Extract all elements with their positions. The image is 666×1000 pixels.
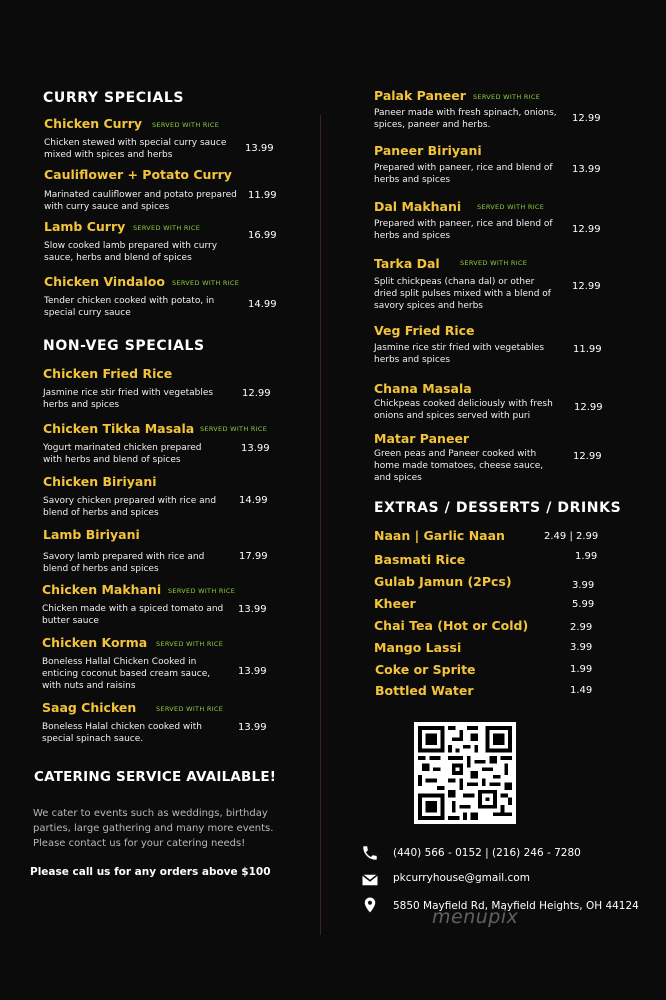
item-name: Palak Paneer bbox=[374, 88, 466, 103]
item-name: Chana Masala bbox=[374, 381, 472, 396]
item-description: Marinated cauliflower and potato prepared with curry sauce and spices bbox=[44, 190, 237, 212]
served-with-rice-tag: SERVED WITH RICE bbox=[473, 93, 541, 101]
item-name: Dal Makhani bbox=[374, 199, 462, 214]
item-name: Chicken Biriyani bbox=[43, 474, 157, 489]
location-pin-icon bbox=[361, 896, 379, 914]
qr-code-pattern bbox=[418, 726, 512, 820]
item-description: Green peas and Paneer cooked with home made tomatoes, cheese sauce, and spices bbox=[374, 449, 544, 483]
phone-numbers[interactable]: (440) 566 - 0152 | (216) 246 - 7280 bbox=[393, 847, 581, 859]
item-price: 1.49 bbox=[570, 685, 593, 696]
item-price: 2.99 bbox=[570, 622, 593, 633]
item-price: 13.99 bbox=[572, 164, 601, 175]
item-name: Naan | Garlic Naan bbox=[374, 528, 505, 543]
item-description: Prepared with paneer, rice and blend of herbs and spices bbox=[374, 163, 553, 185]
item-name: Cauliflower + Potato Curry bbox=[44, 167, 232, 182]
item-name: Mango Lassi bbox=[374, 640, 462, 655]
item-description: Boneless Hallal Chicken Cooked in enticing coconut based cream sauce, with nuts and raisins bbox=[42, 657, 211, 691]
item-price: 14.99 bbox=[248, 299, 277, 310]
item-description: Chickpeas cooked deliciously with fresh onions and spices served with puri bbox=[374, 399, 553, 421]
served-with-rice-tag: SERVED WITH RICE bbox=[200, 425, 268, 433]
orders-note: Please call us for any orders above $100 bbox=[30, 866, 271, 878]
item-name: Chicken Korma bbox=[42, 635, 148, 650]
item-description: Boneless Halal chicken cooked with special spinach sauce. bbox=[42, 722, 203, 744]
phone-icon bbox=[361, 844, 379, 862]
item-price: 12.99 bbox=[572, 224, 601, 235]
catering-title: CATERING SERVICE AVAILABLE! bbox=[34, 769, 277, 785]
item-price: 13.99 bbox=[245, 143, 274, 154]
item-price: 12.99 bbox=[574, 402, 603, 413]
item-price: 12.99 bbox=[572, 113, 601, 124]
served-with-rice-tag: SERVED WITH RICE bbox=[168, 587, 236, 595]
item-name: Kheer bbox=[374, 596, 416, 611]
item-description: Savory lamb prepared with rice and blend of herbs and spices bbox=[43, 552, 205, 574]
item-price: 12.99 bbox=[573, 451, 602, 462]
item-description: Savory chicken prepared with rice and blend of herbs and spices bbox=[43, 496, 217, 518]
item-price: 1.99 bbox=[575, 551, 598, 562]
item-price: 16.99 bbox=[248, 230, 277, 241]
item-name: Veg Fried Rice bbox=[374, 323, 475, 338]
curry-specials-title: CURRY SPECIALS bbox=[43, 90, 185, 106]
item-name: Lamb Biriyani bbox=[43, 527, 140, 542]
item-description: Jasmine rice stir fried with vegetables herbs and spices bbox=[374, 343, 545, 365]
item-description: Prepared with paneer, rice and blend of herbs and spices bbox=[374, 219, 553, 241]
served-with-rice-tag: SERVED WITH RICE bbox=[133, 224, 201, 232]
item-name: Tarka Dal bbox=[374, 256, 440, 271]
item-name: Basmati Rice bbox=[374, 552, 466, 567]
item-price: 1.99 bbox=[570, 664, 593, 675]
item-price: 13.99 bbox=[238, 666, 267, 677]
item-description: Chicken made with a spiced tomato and butter sauce bbox=[42, 604, 224, 626]
served-with-rice-tag: SERVED WITH RICE bbox=[460, 259, 528, 267]
item-description: Paneer made with fresh spinach, onions, spices, paneer and herbs. bbox=[374, 108, 557, 130]
email-address[interactable]: pkcurryhouse@gmail.com bbox=[393, 872, 530, 884]
item-name: Gulab Jamun (2Pcs) bbox=[374, 574, 512, 589]
served-with-rice-tag: SERVED WITH RICE bbox=[156, 640, 224, 648]
item-price: 17.99 bbox=[239, 551, 268, 562]
item-name: Chicken Curry bbox=[44, 116, 143, 131]
item-description: Slow cooked lamb prepared with curry sauce, herbs and blend of spices bbox=[44, 241, 218, 263]
item-price: 3.99 bbox=[572, 580, 595, 591]
menupix-watermark: menupix bbox=[432, 906, 519, 928]
email-icon bbox=[361, 871, 379, 889]
served-with-rice-tag: SERVED WITH RICE bbox=[156, 705, 224, 713]
catering-description: We cater to events such as weddings, birthday parties, large gathering and many more events. Please contact us for your catering needs! bbox=[33, 808, 274, 849]
non-veg-specials-title: NON-VEG SPECIALS bbox=[43, 338, 205, 354]
item-name: Bottled Water bbox=[375, 683, 474, 698]
item-price: 12.99 bbox=[242, 388, 271, 399]
item-name: Chicken Vindaloo bbox=[44, 274, 165, 289]
item-price: 13.99 bbox=[238, 604, 267, 615]
column-divider bbox=[320, 115, 321, 935]
item-name: Chicken Fried Rice bbox=[43, 366, 173, 381]
item-price: 11.99 bbox=[573, 344, 602, 355]
item-name: Matar Paneer bbox=[374, 431, 470, 446]
item-description: Split chickpeas (chana dal) or other dried split pulses mixed with a blend of savory spices and herbs bbox=[374, 277, 551, 311]
item-name: Chicken Tikka Masala bbox=[43, 421, 195, 436]
item-description: Jasmine rice stir fried with vegetables herbs and spices bbox=[43, 388, 214, 410]
item-description: Chicken stewed with special curry sauce mixed with spices and herbs bbox=[44, 138, 227, 160]
item-description: Yogurt marinated chicken prepared with herbs and blend of spices bbox=[43, 443, 202, 465]
item-price: 13.99 bbox=[238, 722, 267, 733]
served-with-rice-tag: SERVED WITH RICE bbox=[152, 121, 220, 129]
item-price: 12.99 bbox=[572, 281, 601, 292]
qr-code[interactable] bbox=[414, 722, 516, 824]
address[interactable]: 5850 Mayfield Rd, Mayfield Heights, OH 44124 bbox=[393, 900, 639, 912]
served-with-rice-tag: SERVED WITH RICE bbox=[477, 203, 545, 211]
item-price: 5.99 bbox=[572, 599, 595, 610]
item-name: Lamb Curry bbox=[44, 219, 126, 234]
item-name: Chicken Makhani bbox=[42, 582, 162, 597]
item-price: 2.49 | 2.99 bbox=[544, 531, 599, 542]
item-name: Chai Tea (Hot or Cold) bbox=[374, 618, 529, 633]
item-price: 3.99 bbox=[570, 642, 593, 653]
extras-title: EXTRAS / DESSERTS / DRINKS bbox=[374, 500, 622, 516]
item-price: 11.99 bbox=[248, 190, 277, 201]
served-with-rice-tag: SERVED WITH RICE bbox=[172, 279, 240, 287]
item-name: Paneer Biriyani bbox=[374, 143, 482, 158]
item-description: Tender chicken cooked with potato, in special curry sauce bbox=[44, 296, 215, 318]
item-price: 14.99 bbox=[239, 495, 268, 506]
item-name: Saag Chicken bbox=[42, 700, 137, 715]
item-name: Coke or Sprite bbox=[375, 662, 476, 677]
item-price: 13.99 bbox=[241, 443, 270, 454]
